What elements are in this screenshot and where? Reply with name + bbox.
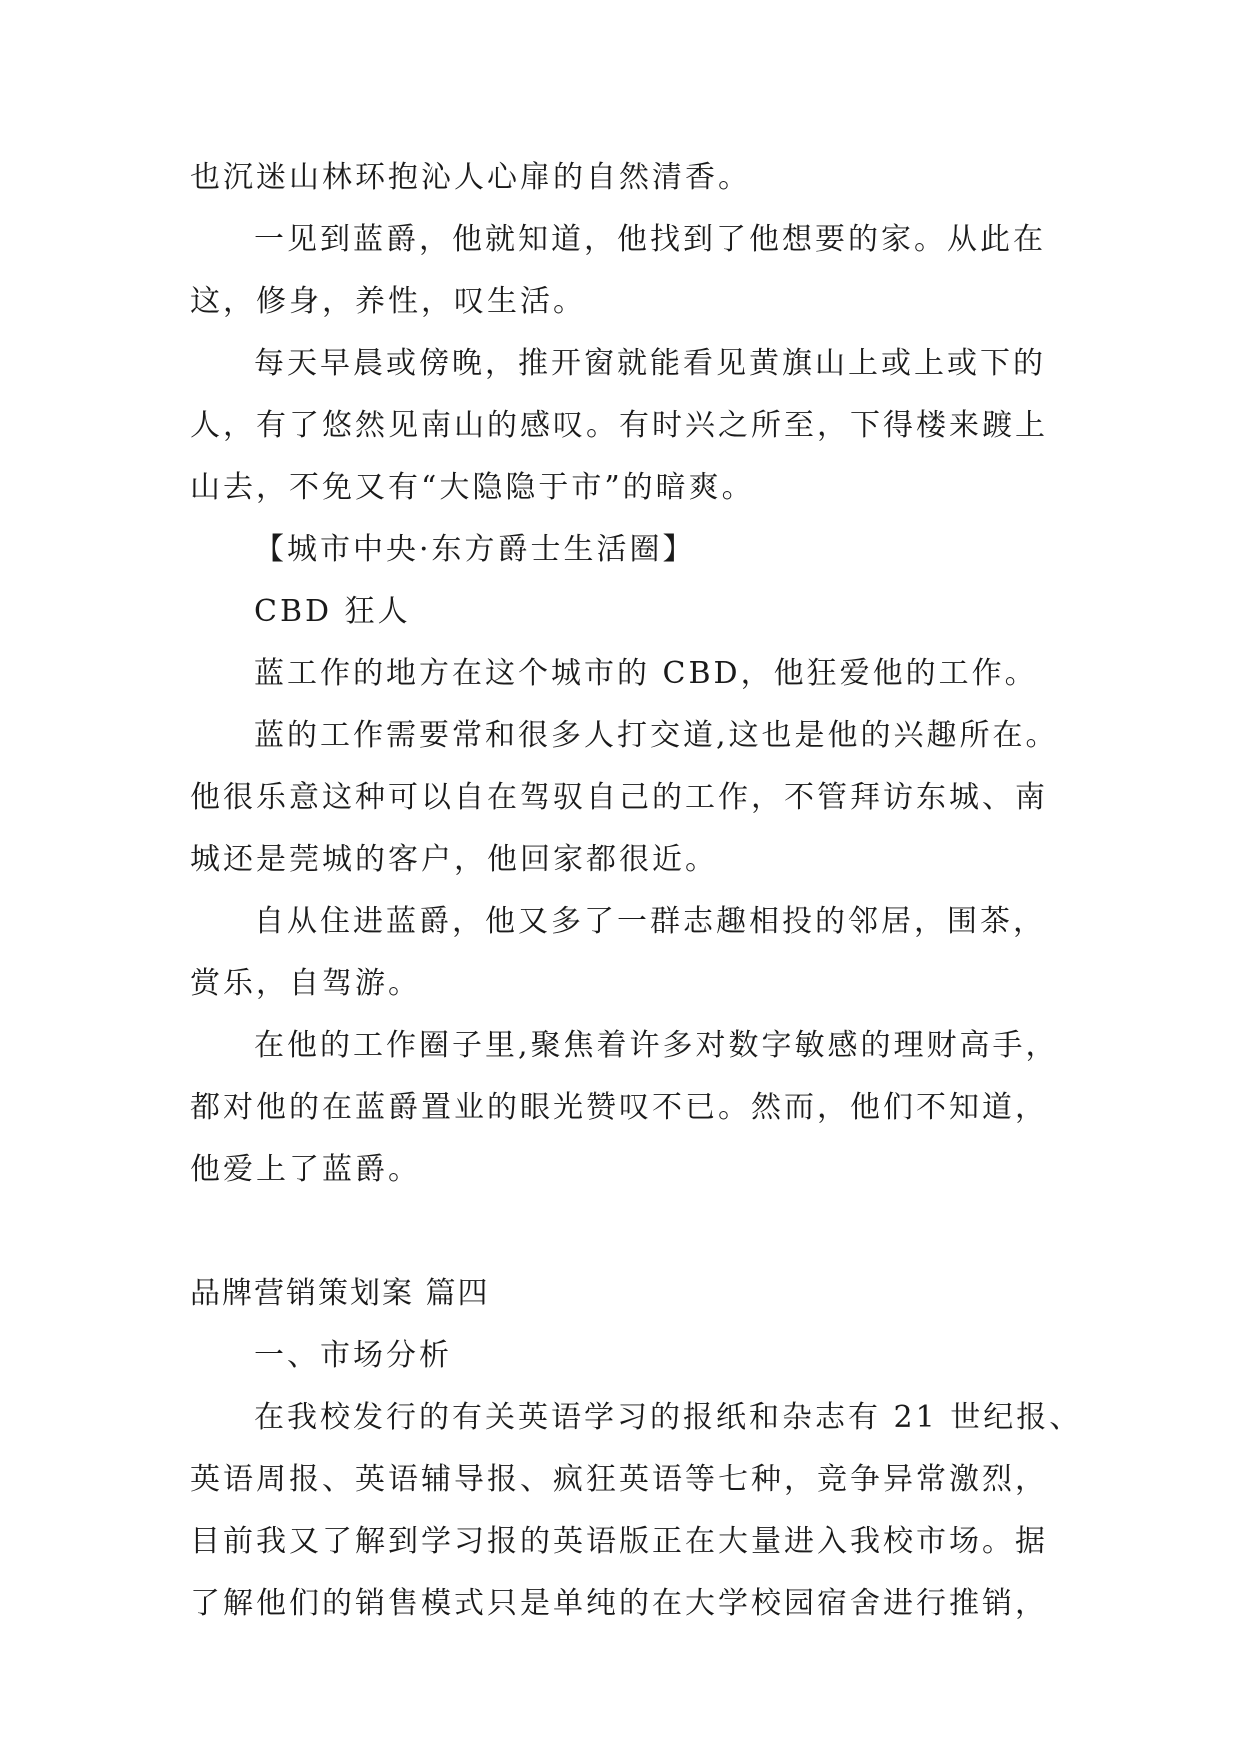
section-heading: 一、市场分析 bbox=[254, 1338, 452, 1373]
paragraph-line: 也沉迷山林环抱沁人心扉的自然清香。 bbox=[190, 160, 751, 195]
paragraph-line: 这，修身，养性，叹生活。 bbox=[190, 284, 586, 319]
chapter-title: 品牌营销策划案 篇四 bbox=[190, 1276, 490, 1311]
paragraph-line: 自从住进蓝爵，他又多了一群志趣相投的邻居，围茶， bbox=[254, 904, 1046, 939]
paragraph-line: 英语周报、英语辅导报、疯狂英语等七种，竞争异常激烈， bbox=[190, 1462, 1048, 1497]
paragraph-line: 都对他的在蓝爵置业的眼光赞叹不已。然而，他们不知道， bbox=[190, 1090, 1048, 1125]
paragraph-line: 每天早晨或傍晚，推开窗就能看见黄旗山上或上或下的 bbox=[254, 346, 1046, 381]
paragraph-line: 城还是莞城的客户，他回家都很近。 bbox=[190, 842, 718, 877]
subsection-heading: CBD 狂人 bbox=[254, 594, 411, 629]
paragraph-line: 他爱上了蓝爵。 bbox=[190, 1152, 421, 1187]
paragraph-line: 人，有了悠然见南山的感叹。有时兴之所至，下得楼来踱上 bbox=[190, 408, 1048, 443]
paragraph-line: 了解他们的销售模式只是单纯的在大学校园宿舍进行推销， bbox=[190, 1586, 1048, 1621]
blank-line bbox=[190, 1212, 1060, 1252]
paragraph-line: 山去，不免又有“大隐隐于市”的暗爽。 bbox=[190, 470, 755, 505]
paragraph-line: 他很乐意这种可以自在驾驭自己的工作，不管拜访东城、南 bbox=[190, 780, 1048, 815]
section-heading: 【城市中央·东方爵士生活圈】 bbox=[254, 532, 696, 567]
paragraph-line: 一见到蓝爵，他就知道，他找到了他想要的家。从此在 bbox=[254, 222, 1046, 257]
document-body bbox=[190, 158, 1083, 1646]
paragraph-line: 在他的工作圈子里,聚焦着许多对数字敏感的理财高手， bbox=[254, 1028, 1059, 1063]
paragraph-line: 蓝的工作需要常和很多人打交道,这也是他的兴趣所在。 bbox=[254, 718, 1059, 753]
paragraph-line: 蓝工作的地方在这个城市的 CBD，他狂爱他的工作。 bbox=[254, 656, 1038, 691]
paragraph-line: 在我校发行的有关英语学习的报纸和杂志有 21 世纪报、 bbox=[254, 1400, 1083, 1435]
paragraph-line: 目前我又了解到学习报的英语版正在大量进入我校市场。据 bbox=[190, 1524, 1048, 1559]
paragraph-line: 赏乐，自驾游。 bbox=[190, 966, 421, 1001]
